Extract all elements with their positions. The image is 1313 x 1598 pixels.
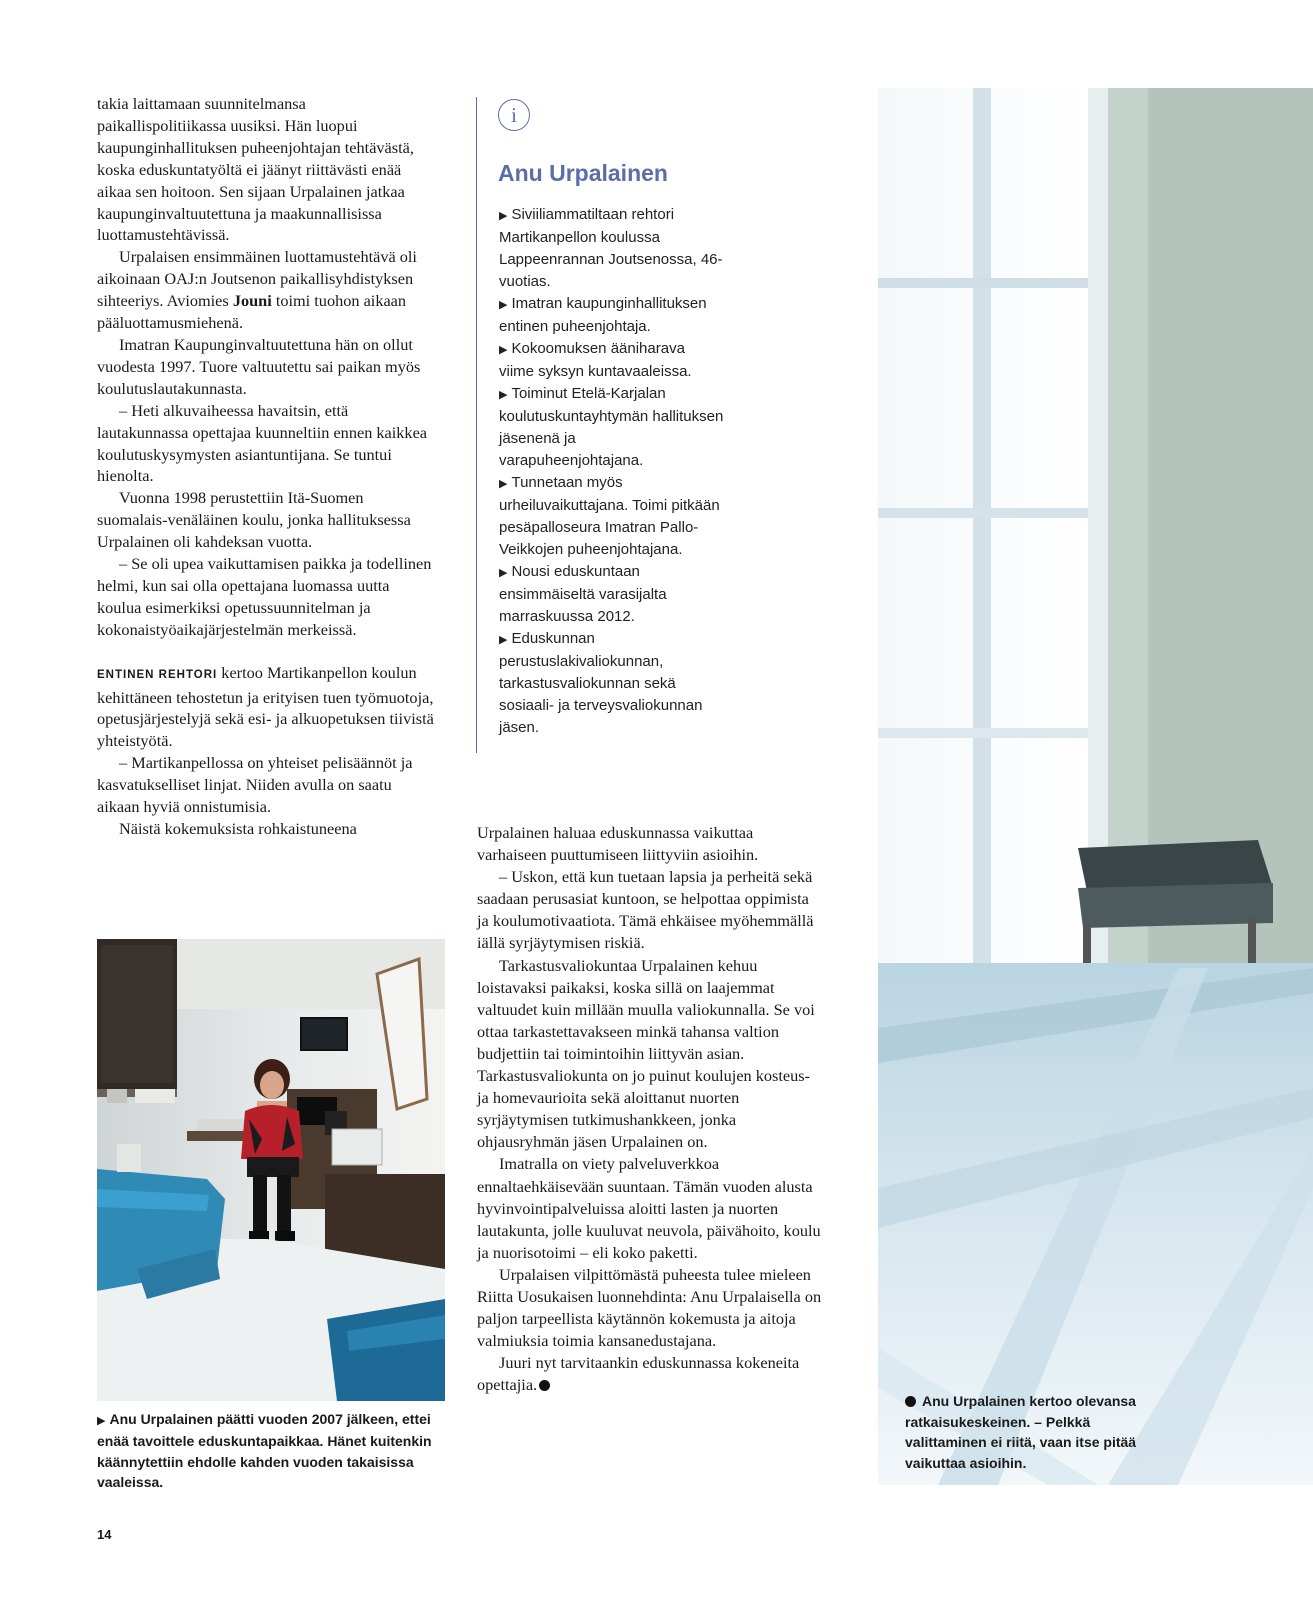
office-photo [97,939,445,1401]
lead-in: ENTINEN REHTORI [97,668,218,681]
photo-caption: ▶ Anu Urpalainen päätti vuoden 2007 jälkeen, ettei enää tavoittele eduskuntapaikkaa. Hänet kuitenkin käännytettiin ehdolle kahden vuoden takaisissa vaaleissa. [97,1411,432,1491]
triangle-bullet-icon: ▶ [499,634,508,646]
article-column-1 [97,93,437,840]
list-item: ▶ Eduskunnan perustuslakivaliokunnan, tarkastusvaliokunnan sekä sosiaali- ja terveysvaliokunnan jäsen. [499,630,703,736]
paragraph: Urpalaisen ensimmäinen luottamustehtävä oli aikoinaan OAJ:n Joutsenon paikallisyhdistyksen sihteeriys. Aviomies Jouni toimi tuohon aikaan pääluottamusmiehenä. [97,247,417,333]
paragraph: ENTINEN REHTORI kertoo Martikanpellon koulun kehittäneen tehostetun ja erityisen tuen työmuotoja, opetusjärjestelyjä sekä esi- ja alkuopetuksen tiivistä yhteistyötä. [97,662,434,751]
triangle-bullet-icon: ▶ [499,389,508,401]
paragraph: Urpalainen haluaa eduskunnassa vaikuttaa varhaiseen puuttumiseen liittyviin asioihin. [477,823,759,865]
paragraph: – Uskon, että kun tuetaan lapsia ja perheitä sekä saadaan perusasiat kuntoon, se helpottaa oppimista ja koulumotivaatiota. Tämä ehkäisee myöhemmällä iällä syrjäytymisen riskiä. [477,867,814,953]
paragraph: Imatran Kaupunginvaltuutettuna hän on ollut vuodesta 1997. Tuore valtuutettu sai paikan myös koulutuslautakunnasta. [97,334,421,398]
list-item: ▶ Nousi eduskuntaan ensimmäiseltä varasijalta marraskuussa 2012. [499,563,667,625]
page-number: 14 [97,1527,112,1542]
triangle-bullet-icon: ▶ [499,478,508,490]
hall-photo [878,88,1313,1485]
paragraph: – Se oli upea vaikuttamisen paikka ja todellinen helmi, kun sai olla opettajana luomassa uutta koulua esimerkiksi opetussuunnitelman ja kokonaistyöaikajärjestelmän merkeissä. [97,554,432,639]
triangle-bullet-icon: ▶ [499,567,508,579]
paragraph: Imatralla on viety palveluverkkoa ennaltaehkäisevään suuntaan. Tämän vuoden alusta hyvinvointipalveluissa aloitti lasten ja nuorten lautakunta, jolle kuuluvat neuvola, päivähoito, koulu ja nuorisotoimi – eli koko paketti. [477,1154,821,1262]
paragraph: Näistä kokemuksista rohkaistuneena [119,819,357,838]
info-box [476,97,737,753]
paragraph: Urpalaisen vilpittömästä puheesta tulee mieleen Riitta Uosukaisen luonnehdinta: Anu Urpalaisella on paljon tarpeellista käytännön kokemusta ja aitoja valmiuksia toimia kansanedustajana. [477,1264,822,1351]
list-item: ▶ Siviiliammatiltaan rehtori Martikanpellon koulussa Lappeenrannan Joutsenossa, 46-vuotias. [499,206,723,290]
paragraph: Vuonna 1998 perustettiin Itä-Suomen suomalais-venäläinen koulu, jonka hallituksessa Urpalainen oli kahdeksan vuotta. [97,488,411,552]
paragraph: takia laittamaan suunnitelmansa paikallispolitiikassa uusiksi. Hän luopui kaupunginhallituksen puheenjohtajan tehtävästä, koska eduskuntatyöltä ei jäänyt riittävästi enää aikaa sen hoitoon. Sen sijaan Urpalainen jatkaa kaupunginvaltuutettuna ja maakunnallisissa luottamustehtävissä. [97,94,414,245]
info-box-title: Anu Urpalainen [498,160,668,186]
triangle-bullet-icon: ▶ [499,210,508,222]
info-icon: i [498,99,530,131]
paragraph: – Heti alkuvaiheessa havaitsin, että lautakunnassa opettajaa kuunneltiin ennen kaikkea koulutuskysymysten asiantuntijana. Se tuntui hienolta. [97,400,428,486]
list-item: ▶ Imatran kaupunginhallituksen entinen puheenjohtaja. [499,295,707,335]
triangle-bullet-icon: ▶ [499,344,508,356]
info-list [499,204,724,739]
paragraph: Tarkastusvaliokuntaa Urpalainen kehuu loistavaksi paikaksi, koska sillä on laajemmat valtuudet kuin millään muulla valiokunnalla. Se voi ottaa tarkastettavakseen minkä tahansa valtion budjettiin tai toimintoihin liittyvän asian. Tarkastusvaliokunta on jo puinut koulujen kosteus- ja homevaurioita sekä aloittanut nuorten syrjäytymisen tutkimushankkeen, jonka ohjausryhmän jäsen Urpalainen on. [477,955,815,1152]
list-item: ▶ Kokoomuksen ääniharava viime syksyn kuntavaaleissa. [499,340,692,380]
paragraph: Juuri nyt tarvitaankin eduskunnassa kokeneita opettajia. [477,1353,800,1395]
triangle-bullet-icon: ▶ [97,1415,106,1427]
bold-name: Jouni [232,291,272,311]
paragraph: – Martikanpellossa on yhteiset pelisäännöt ja kasvatukselliset linjat. Niiden avulla on saatu aikaan hyviä onnistumisia. [97,753,413,817]
list-item: ▶ Toiminut Etelä-Karjalan koulutuskuntayhtymän hallituksen jäsenenä ja varapuheenjohtajana. [499,385,724,469]
article-column-2 [477,822,822,1396]
triangle-bullet-icon: ▶ [499,299,508,311]
list-item: ▶ Tunnetaan myös urheiluvaikuttajana. Toimi pitkään pesäpalloseura Imatran Pallo-Veikkojen puheenjohtajana. [499,474,720,558]
end-mark-icon [539,1380,550,1391]
bullet-icon [905,1396,916,1407]
photo-caption: Anu Urpalainen kertoo olevansa ratkaisukeskeinen. – Pelkkä valittaminen ei riitä, vaan itse pitää vaikuttaa asioihin. [905,1393,1137,1471]
